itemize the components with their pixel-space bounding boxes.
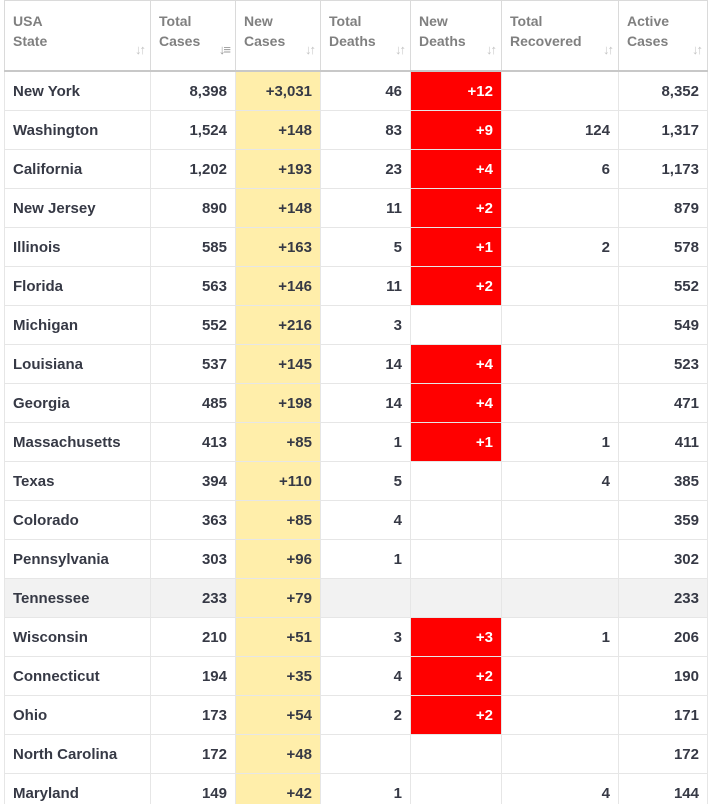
cell-total-deaths: 4 <box>321 657 411 696</box>
header-label: Cases <box>159 33 201 49</box>
cell-new-cases: +35 <box>236 657 321 696</box>
cell-new-cases: +193 <box>236 150 321 189</box>
cell-total-cases: 890 <box>151 189 236 228</box>
cell-state: New Jersey <box>5 189 151 228</box>
cell-new-cases: +42 <box>236 774 321 804</box>
cell-new-deaths: +2 <box>411 696 502 735</box>
cell-new-deaths: +9 <box>411 111 502 150</box>
cell-total-recovered: 124 <box>502 111 619 150</box>
cell-active-cases: 879 <box>619 189 708 228</box>
cell-new-deaths: +3 <box>411 618 502 657</box>
cell-state: Michigan <box>5 306 151 345</box>
cell-total-recovered <box>502 501 619 540</box>
cell-total-deaths: 5 <box>321 462 411 501</box>
usa-cases-table <box>4 0 708 804</box>
table-row <box>5 150 708 189</box>
cell-new-cases: +145 <box>236 345 321 384</box>
cell-new-cases: +148 <box>236 189 321 228</box>
cell-new-cases: +79 <box>236 579 321 618</box>
cell-state: Florida <box>5 267 151 306</box>
cell-new-deaths: +2 <box>411 657 502 696</box>
header-label: Deaths <box>329 33 376 49</box>
cell-total-deaths: 4 <box>321 501 411 540</box>
table-row <box>5 111 708 150</box>
cell-new-cases: +110 <box>236 462 321 501</box>
cell-active-cases: 1,317 <box>619 111 708 150</box>
cell-total-cases: 194 <box>151 657 236 696</box>
table-row <box>5 384 708 423</box>
usa-cases-table-container <box>4 0 712 804</box>
cell-total-cases: 8,398 <box>151 71 236 111</box>
table-body <box>5 71 708 804</box>
cell-total-recovered <box>502 267 619 306</box>
cell-total-deaths: 14 <box>321 345 411 384</box>
cell-total-deaths: 14 <box>321 384 411 423</box>
cell-total-recovered <box>502 579 619 618</box>
header-label: Active <box>627 13 670 29</box>
cell-new-deaths: +4 <box>411 345 502 384</box>
cell-active-cases: 552 <box>619 267 708 306</box>
cell-active-cases: 206 <box>619 618 708 657</box>
cell-active-cases: 523 <box>619 345 708 384</box>
cell-total-cases: 363 <box>151 501 236 540</box>
cell-total-deaths: 1 <box>321 423 411 462</box>
cell-total-deaths: 83 <box>321 111 411 150</box>
cell-active-cases: 359 <box>619 501 708 540</box>
cell-active-cases: 1,173 <box>619 150 708 189</box>
cell-state: North Carolina <box>5 735 151 774</box>
table-header-row <box>5 1 708 72</box>
sort-icon[interactable]: ↓↑ <box>603 42 612 57</box>
header-active-cases[interactable] <box>619 1 708 72</box>
cell-state: Washington <box>5 111 151 150</box>
header-new-deaths[interactable] <box>411 1 502 72</box>
cell-total-cases: 394 <box>151 462 236 501</box>
cell-new-deaths: +1 <box>411 423 502 462</box>
sort-desc-icon[interactable]: ↓≡ <box>218 42 229 57</box>
table-row <box>5 345 708 384</box>
cell-total-recovered: 1 <box>502 423 619 462</box>
sort-icon[interactable]: ↓↑ <box>486 42 495 57</box>
header-label: Cases <box>627 33 669 49</box>
sort-icon[interactable]: ↓↑ <box>305 42 314 57</box>
cell-state: Ohio <box>5 696 151 735</box>
cell-new-deaths: +1 <box>411 228 502 267</box>
header-label: Total <box>510 13 543 29</box>
header-label: Total <box>159 13 192 29</box>
cell-state: Massachusetts <box>5 423 151 462</box>
cell-total-recovered <box>502 540 619 579</box>
cell-total-cases: 413 <box>151 423 236 462</box>
table-row <box>5 501 708 540</box>
cell-state: Wisconsin <box>5 618 151 657</box>
cell-new-deaths <box>411 774 502 804</box>
cell-total-cases: 552 <box>151 306 236 345</box>
cell-total-cases: 485 <box>151 384 236 423</box>
header-label: State <box>13 33 48 49</box>
cell-new-deaths <box>411 735 502 774</box>
header-total-recovered[interactable] <box>502 1 619 72</box>
cell-total-cases: 585 <box>151 228 236 267</box>
sort-icon[interactable]: ↓↑ <box>135 42 144 57</box>
table-row <box>5 618 708 657</box>
cell-total-recovered: 4 <box>502 774 619 804</box>
cell-total-recovered <box>502 735 619 774</box>
cell-total-deaths: 11 <box>321 267 411 306</box>
cell-total-recovered <box>502 306 619 345</box>
cell-total-deaths: 1 <box>321 540 411 579</box>
cell-active-cases: 233 <box>619 579 708 618</box>
table-row <box>5 306 708 345</box>
cell-new-cases: +48 <box>236 735 321 774</box>
cell-total-deaths: 5 <box>321 228 411 267</box>
cell-total-deaths <box>321 735 411 774</box>
cell-active-cases: 471 <box>619 384 708 423</box>
cell-new-deaths: +2 <box>411 267 502 306</box>
cell-new-cases: +148 <box>236 111 321 150</box>
cell-new-cases: +146 <box>236 267 321 306</box>
cell-new-deaths <box>411 579 502 618</box>
cell-total-cases: 210 <box>151 618 236 657</box>
cell-state: Maryland <box>5 774 151 804</box>
cell-active-cases: 578 <box>619 228 708 267</box>
cell-state: Illinois <box>5 228 151 267</box>
cell-total-recovered <box>502 657 619 696</box>
cell-total-recovered: 1 <box>502 618 619 657</box>
cell-total-cases: 149 <box>151 774 236 804</box>
cell-new-deaths <box>411 540 502 579</box>
header-label: Cases <box>244 33 286 49</box>
header-label: Deaths <box>419 33 466 49</box>
cell-total-deaths: 46 <box>321 71 411 111</box>
cell-total-deaths <box>321 579 411 618</box>
cell-total-cases: 173 <box>151 696 236 735</box>
table-row <box>5 423 708 462</box>
cell-state: Louisiana <box>5 345 151 384</box>
table-row <box>5 71 708 111</box>
cell-active-cases: 172 <box>619 735 708 774</box>
header-label: USA <box>13 13 43 29</box>
cell-total-cases: 537 <box>151 345 236 384</box>
cell-total-cases: 172 <box>151 735 236 774</box>
cell-total-recovered: 4 <box>502 462 619 501</box>
cell-total-recovered: 2 <box>502 228 619 267</box>
table-row <box>5 462 708 501</box>
cell-state: Tennessee <box>5 579 151 618</box>
cell-new-cases: +51 <box>236 618 321 657</box>
cell-new-cases: +3,031 <box>236 71 321 111</box>
cell-total-recovered: 6 <box>502 150 619 189</box>
cell-state: Pennsylvania <box>5 540 151 579</box>
cell-state: Georgia <box>5 384 151 423</box>
cell-new-cases: +216 <box>236 306 321 345</box>
cell-new-cases: +198 <box>236 384 321 423</box>
header-total-cases[interactable] <box>151 1 236 72</box>
header-total-deaths[interactable] <box>321 1 411 72</box>
sort-icon[interactable]: ↓↑ <box>692 42 701 57</box>
cell-new-deaths <box>411 306 502 345</box>
cell-total-recovered <box>502 345 619 384</box>
cell-new-deaths: +2 <box>411 189 502 228</box>
cell-active-cases: 549 <box>619 306 708 345</box>
cell-new-deaths: +4 <box>411 384 502 423</box>
cell-new-cases: +163 <box>236 228 321 267</box>
cell-total-cases: 1,524 <box>151 111 236 150</box>
header-usa-state[interactable] <box>5 1 151 72</box>
sort-icon[interactable]: ↓↑ <box>395 42 404 57</box>
cell-active-cases: 8,352 <box>619 71 708 111</box>
table-row <box>5 579 708 618</box>
header-label: Recovered <box>510 33 582 49</box>
cell-total-deaths: 2 <box>321 696 411 735</box>
cell-new-deaths <box>411 501 502 540</box>
cell-active-cases: 385 <box>619 462 708 501</box>
cell-total-recovered <box>502 696 619 735</box>
cell-state: New York <box>5 71 151 111</box>
cell-active-cases: 302 <box>619 540 708 579</box>
cell-new-cases: +85 <box>236 501 321 540</box>
cell-total-deaths: 3 <box>321 306 411 345</box>
cell-total-recovered <box>502 189 619 228</box>
cell-state: Connecticut <box>5 657 151 696</box>
table-row <box>5 267 708 306</box>
cell-new-deaths: +4 <box>411 150 502 189</box>
cell-active-cases: 411 <box>619 423 708 462</box>
cell-total-deaths: 23 <box>321 150 411 189</box>
cell-total-deaths: 3 <box>321 618 411 657</box>
header-label: New <box>419 13 448 29</box>
table-row <box>5 228 708 267</box>
cell-active-cases: 144 <box>619 774 708 804</box>
table-row <box>5 540 708 579</box>
cell-total-cases: 233 <box>151 579 236 618</box>
table-row <box>5 774 708 804</box>
cell-state: Colorado <box>5 501 151 540</box>
cell-new-cases: +85 <box>236 423 321 462</box>
cell-new-deaths <box>411 462 502 501</box>
cell-total-recovered <box>502 71 619 111</box>
cell-total-cases: 563 <box>151 267 236 306</box>
header-new-cases[interactable] <box>236 1 321 72</box>
cell-total-cases: 303 <box>151 540 236 579</box>
cell-total-cases: 1,202 <box>151 150 236 189</box>
table-row <box>5 189 708 228</box>
cell-new-deaths: +12 <box>411 71 502 111</box>
cell-total-deaths: 1 <box>321 774 411 804</box>
table-row <box>5 696 708 735</box>
table-row <box>5 735 708 774</box>
header-label: Total <box>329 13 362 29</box>
cell-state: Texas <box>5 462 151 501</box>
cell-active-cases: 190 <box>619 657 708 696</box>
cell-new-cases: +96 <box>236 540 321 579</box>
header-label: New <box>244 13 273 29</box>
cell-new-cases: +54 <box>236 696 321 735</box>
table-row <box>5 657 708 696</box>
cell-active-cases: 171 <box>619 696 708 735</box>
cell-total-recovered <box>502 384 619 423</box>
cell-total-deaths: 11 <box>321 189 411 228</box>
cell-state: California <box>5 150 151 189</box>
